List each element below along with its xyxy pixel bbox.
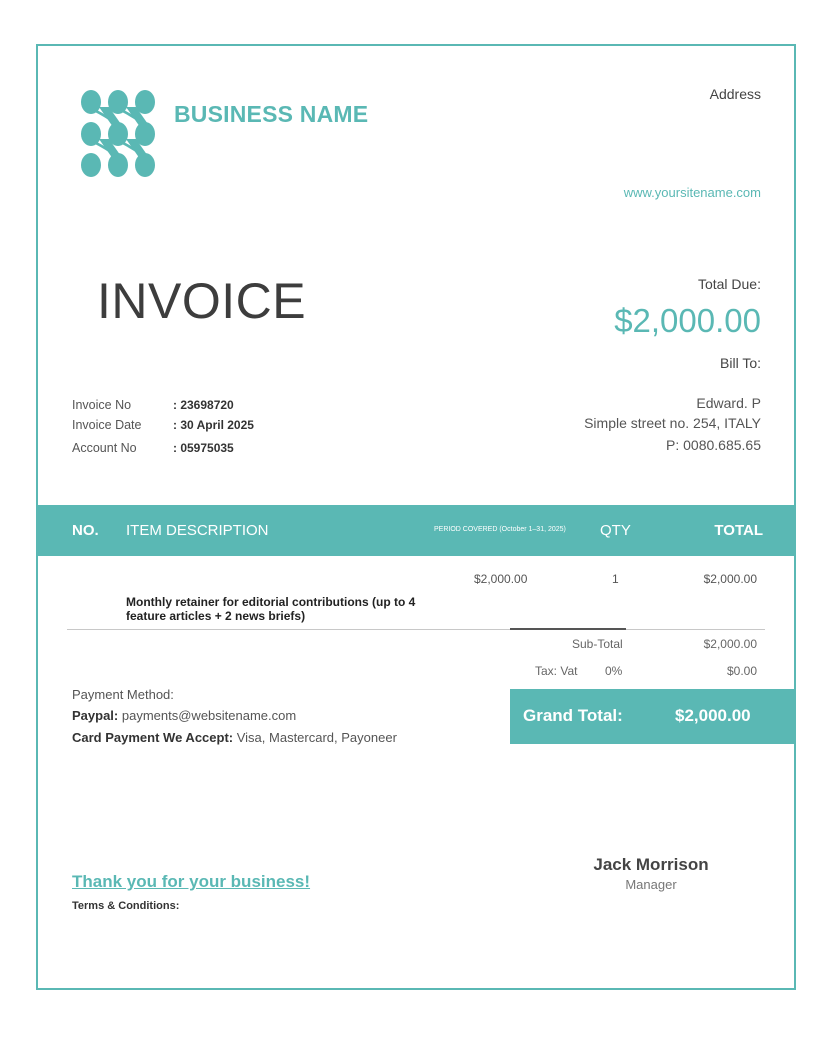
payment-method-label: Payment Method:	[72, 687, 174, 702]
column-header-period: PERIOD COVERED (October 1–31, 2025)	[434, 526, 566, 533]
subtotal-divider	[510, 628, 626, 630]
row-qty: 1	[612, 572, 619, 586]
subtotal-label: Sub-Total	[572, 637, 623, 651]
cards-label: Card Payment We Accept:	[72, 730, 234, 745]
table-divider	[67, 629, 765, 630]
total-due-amount: $2,000.00	[614, 302, 761, 339]
row-price: $2,000.00	[474, 572, 528, 586]
signer-title: Manager	[625, 877, 677, 892]
bill-to-name: Edward. P	[696, 395, 761, 411]
invoice-number-value: : 23698720	[173, 398, 234, 412]
column-header-description: ITEM DESCRIPTION	[126, 522, 269, 539]
row-description: Monthly retainer for editorial contributions (up to 4 feature articles + 2 news briefs)	[126, 595, 416, 623]
invoice-date-value: : 30 April 2025	[173, 418, 254, 432]
address-label: Address	[709, 86, 761, 102]
signer-name: Jack Morrison	[593, 855, 709, 874]
account-number-value: : 05975035	[173, 441, 234, 455]
tax-value: $0.00	[726, 664, 757, 678]
paypal-label: Paypal:	[72, 708, 119, 723]
paypal-value: payments@websitename.com	[121, 708, 297, 723]
account-number-label: Account No	[72, 441, 137, 455]
invoice-date-label: Invoice Date	[72, 418, 142, 432]
invoice-title: INVOICE	[97, 273, 307, 329]
paypal-row	[72, 708, 296, 723]
column-header-total: TOTAL	[714, 522, 763, 539]
account-number-row	[72, 441, 234, 455]
table-header	[38, 505, 796, 556]
bill-to-street: Simple street no. 254, ITALY	[584, 415, 761, 431]
grand-total-value: $2,000.00	[675, 706, 751, 725]
dots-network-logo-icon	[79, 87, 159, 177]
website-link[interactable]: www.yoursitename.com	[623, 185, 761, 200]
total-due-label: Total Due:	[697, 276, 761, 292]
grand-total-label: Grand Total:	[523, 706, 623, 725]
tax-label: Tax: Vat	[535, 664, 578, 678]
business-name: BUSINESS NAME	[174, 101, 369, 127]
bill-to-phone: P: 0080.685.65	[666, 437, 761, 453]
cards-row	[72, 730, 397, 745]
row-total: $2,000.00	[703, 572, 757, 586]
column-header-no: NO.	[72, 522, 99, 539]
tax-rate: 0%	[605, 664, 623, 678]
subtotal-value: $2,000.00	[703, 637, 757, 651]
invoice-date-row	[72, 418, 254, 432]
cards-value: Visa, Mastercard, Payoneer	[236, 730, 397, 745]
invoice-number-row	[72, 398, 234, 412]
grand-total-box	[510, 689, 796, 744]
terms-label: Terms & Conditions:	[72, 900, 180, 912]
thank-you-message: Thank you for your business!	[72, 872, 311, 891]
bill-to-label: Bill To:	[720, 355, 761, 371]
invoice-number-label: Invoice No	[72, 398, 132, 412]
column-header-qty: QTY	[600, 522, 631, 539]
